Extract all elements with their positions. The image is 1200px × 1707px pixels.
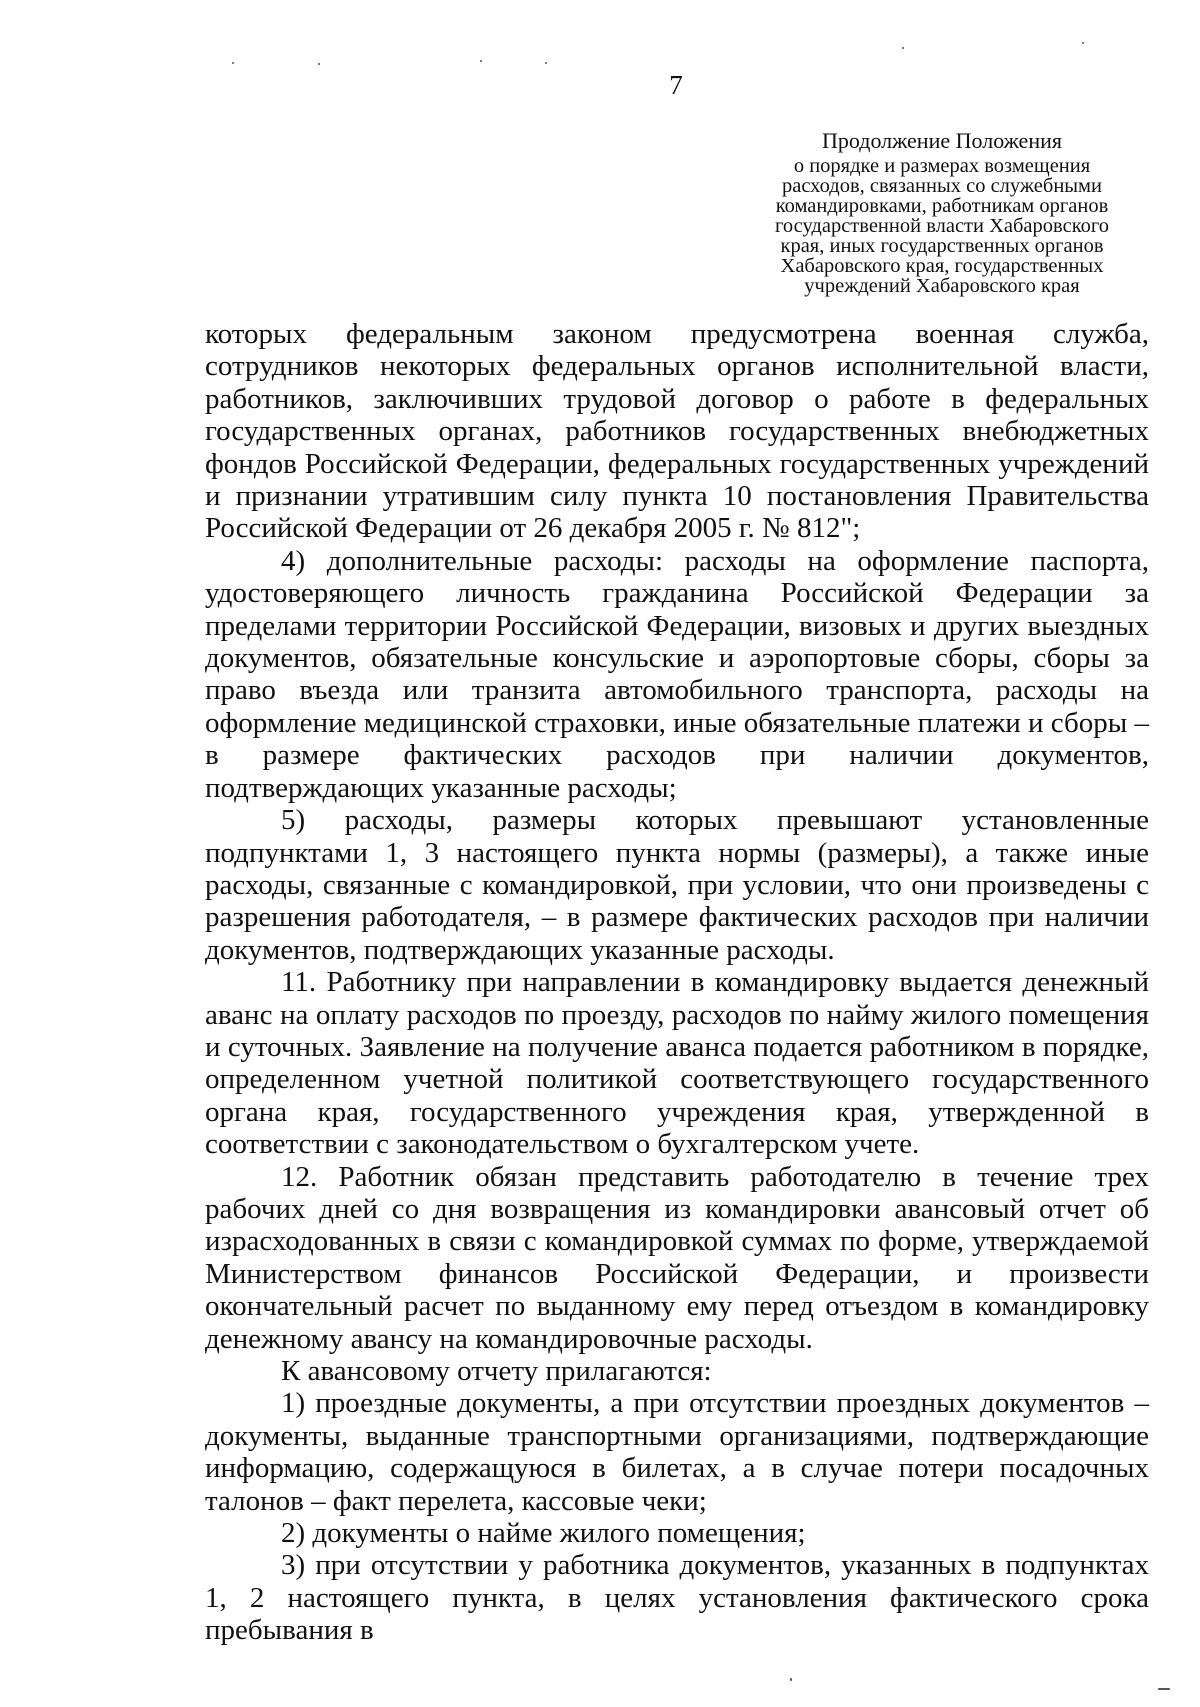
paragraph-continuation: которых федеральным законом предусмотрена военная служба, сотрудников некоторых федеральных органов исполнительной власти, работников, заключивших трудовой договор о работе в федеральных государственных органах, работников государственных внебюджетных фондов Российской Федерации, федеральных государственных учреждений и признании утратившим силу пункта 10 постановления Правительства Российской Федерации от 26 декабря 2005 г. № 812"; xyxy=(205,318,1149,545)
paragraph-attachment-2: 2) документы о найме жилого помещения; xyxy=(281,1517,806,1550)
scan-speck xyxy=(1158,1688,1170,1690)
paragraph-attachments-intro: К авансовому отчету прилагаются: xyxy=(281,1355,712,1387)
paragraph-attachment-1: 1) проездные документы, а при отсутствии проездных документов – документы, выданные транспортными организациями, подтверждающие информацию, содержащуюся в билетах, а в случае потери посадочных талонов – факт перелета, кассовые чеки; xyxy=(205,1387,1149,1517)
header-subtitle-line: Хабаровского края, государственных xyxy=(780,255,1104,277)
scan-speck xyxy=(318,63,320,65)
paragraph-item-4: 4) дополнительные расходы: расходы на оформление паспорта, удостоверяющего личность гражданина Российской Федерации за пределами территории Российской Федерации, визовых и других выездных документов, обязательные консульские и аэропортовые сборы, сборы за право въезда или транзита автомобильного транспорта, расходы на оформление медицинской страховки, иные обязательные платежи и сборы – в размере фактических расходов при наличии документов, подтверждающих указанные расходы; xyxy=(205,544,1150,804)
paragraph-item-5: 5) расходы, размеры которых превышают установленные подпунктами 1, 3 настоящего пункта нормы (размеры), а также иные расходы, связанные с командировкой, при условии, что они произведены с разрешения работодателя, – в размере фактических расходов при наличии документов, подтверждающих указанные расходы. xyxy=(205,804,1149,966)
header-subtitle-line: о порядке и размерах возмещения xyxy=(793,155,1091,177)
paragraph-clause-11: 11. Работнику при направлении в командировку выдается денежный аванс на оплату расходов по проезду, расходов по найму жилого помещения и суточных. Заявление на получение аванса подается работником в порядке, определенном учетной политикой соответствующего государственного органа края, государственного учреждения края, утвержденной в соответствии с законодательством о бухгалтерском учете. xyxy=(205,966,1149,1161)
document-header xyxy=(742,128,1142,296)
header-subtitle-line: командировками, работникам органов xyxy=(775,195,1109,217)
header-title: Продолжение Положения xyxy=(822,128,1062,153)
scan-speck xyxy=(545,62,547,64)
header-subtitle-line: государственной власти Хабаровского xyxy=(774,215,1110,237)
header-subtitle-line: учреждений Хабаровского края xyxy=(804,275,1080,297)
paragraph-attachment-3: 3) при отсутствии у работника документов, указанных в подпунктах 1, 2 настоящего пункта, в целях установления фактического срока пребывания в xyxy=(205,1549,1149,1647)
header-subtitle-line: края, иных государственных органов xyxy=(780,235,1104,257)
scan-speck xyxy=(902,47,904,49)
page-number: 7 xyxy=(669,70,683,100)
scan-speck xyxy=(480,60,482,62)
document-body xyxy=(205,318,1149,1647)
header-subtitle-line: расходов, связанных со служебными xyxy=(781,175,1103,197)
paragraph-clause-12: 12. Работник обязан представить работодателю в течение трех рабочих дней со дня возвращения из командировки авансовый отчет об израсходованных в связи с командировкой суммах по форме, утверждаемой Министерством финансов Российской Федерации, и произвести окончательный расчет по выданному ему перед отъездом в командировку денежному авансу на командировочные расходы. xyxy=(205,1160,1149,1355)
scan-speck xyxy=(790,1678,792,1681)
scan-speck xyxy=(1082,42,1084,44)
scan-speck xyxy=(232,62,234,64)
